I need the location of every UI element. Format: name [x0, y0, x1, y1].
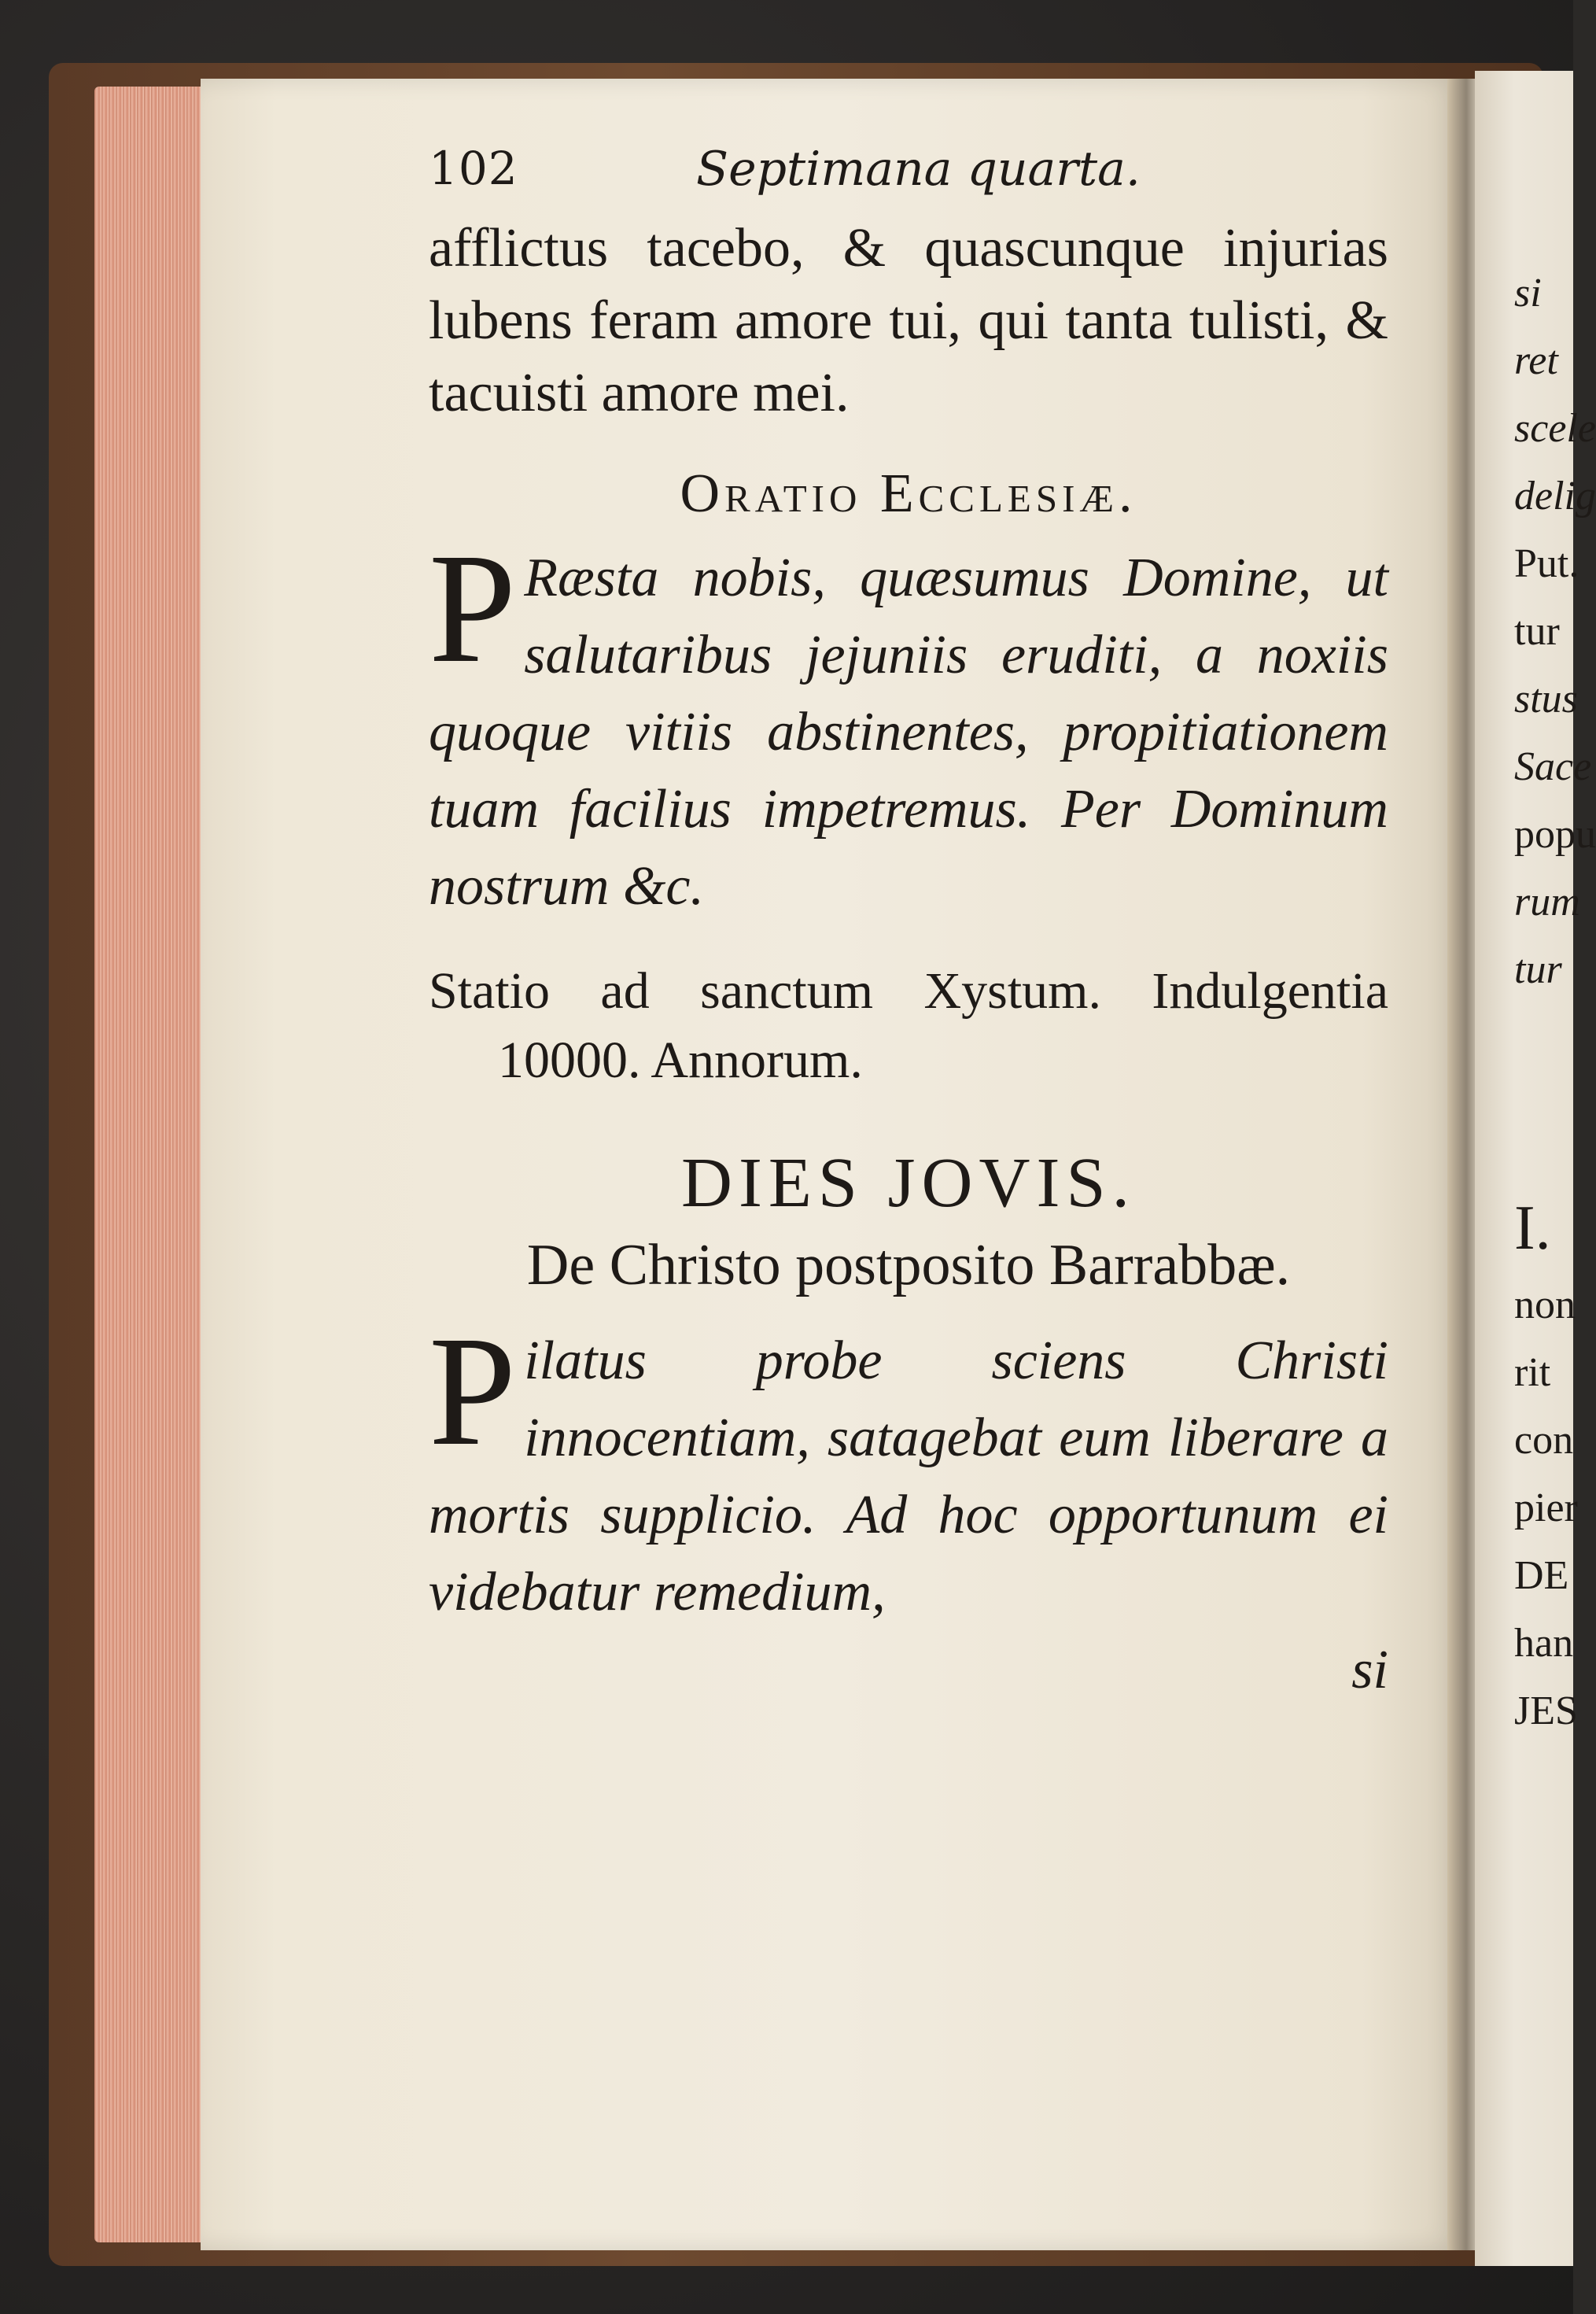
facing-fragment: Sace: [1514, 744, 1592, 789]
page-number: 102: [429, 142, 518, 195]
facing-fragment: stus: [1514, 677, 1578, 722]
oratio-text: Ræsta nobis, quæsumus Domine, ut salutaribus jejuniis eruditi, a noxiis quoque vitiis abstinentes, propitiationem tuam facilius impetremus. Per Dominum nostrum &c.: [429, 548, 1388, 917]
facing-fragment: non: [1514, 1282, 1576, 1327]
facing-fragment: rit: [1514, 1350, 1551, 1395]
facing-fragment: si: [1514, 271, 1542, 316]
facing-fragment: han: [1514, 1621, 1574, 1666]
dies-heading: DIES JOVIS.: [680, 1144, 1137, 1222]
opening-paragraph: afflictus tacebo, & quascunque injurias lubens feram amore tui, qui tanta tulisti, & tacuisti amore mei.: [429, 218, 1388, 423]
dies-text: ilatus probe sciens Christi innocentiam, satagebat eum liberare a mortis supplicio. Ad hoc opportunum ei videbatur remedium,: [429, 1330, 1388, 1622]
oratio-heading: Oratio Ecclesiæ.: [680, 463, 1137, 524]
facing-fragment: rum: [1514, 880, 1580, 924]
facing-fragment: con: [1514, 1418, 1574, 1463]
facing-fragment: I.: [1514, 1194, 1551, 1263]
dies-subheading: De Christo postposito Barrabbæ.: [526, 1233, 1291, 1297]
facing-fragment: tur: [1514, 609, 1560, 654]
running-head: [429, 142, 1388, 212]
facing-fragment: tur: [1514, 947, 1562, 992]
page-text: [429, 142, 1388, 1702]
statio-paragraph: Statio ad sanctum Xystum. Indulgentia 10000. Annorum.: [429, 962, 1388, 1089]
facing-fragment: pier: [1514, 1485, 1578, 1530]
oratio-paragraph: [429, 522, 1388, 925]
oratio-dropcap: P: [429, 522, 517, 696]
running-title: Septimana quarta.: [696, 142, 1141, 197]
dies-dropcap: P: [429, 1305, 517, 1478]
dies-paragraph: [429, 1305, 1388, 1631]
catchword: si: [1351, 1640, 1388, 1700]
facing-page-fragments: [1514, 260, 1596, 1745]
book-gutter: [1447, 79, 1479, 2250]
facing-fragment: delig: [1514, 474, 1596, 519]
facing-gap: [1514, 1004, 1577, 1185]
facing-fragment: Put.: [1514, 541, 1579, 586]
facing-fragment: DE: [1514, 1553, 1569, 1598]
facing-fragment: popu: [1514, 812, 1596, 857]
facing-fragment: ret: [1514, 338, 1558, 383]
facing-fragment: JES: [1514, 1688, 1578, 1733]
facing-fragment: scele: [1514, 406, 1596, 451]
